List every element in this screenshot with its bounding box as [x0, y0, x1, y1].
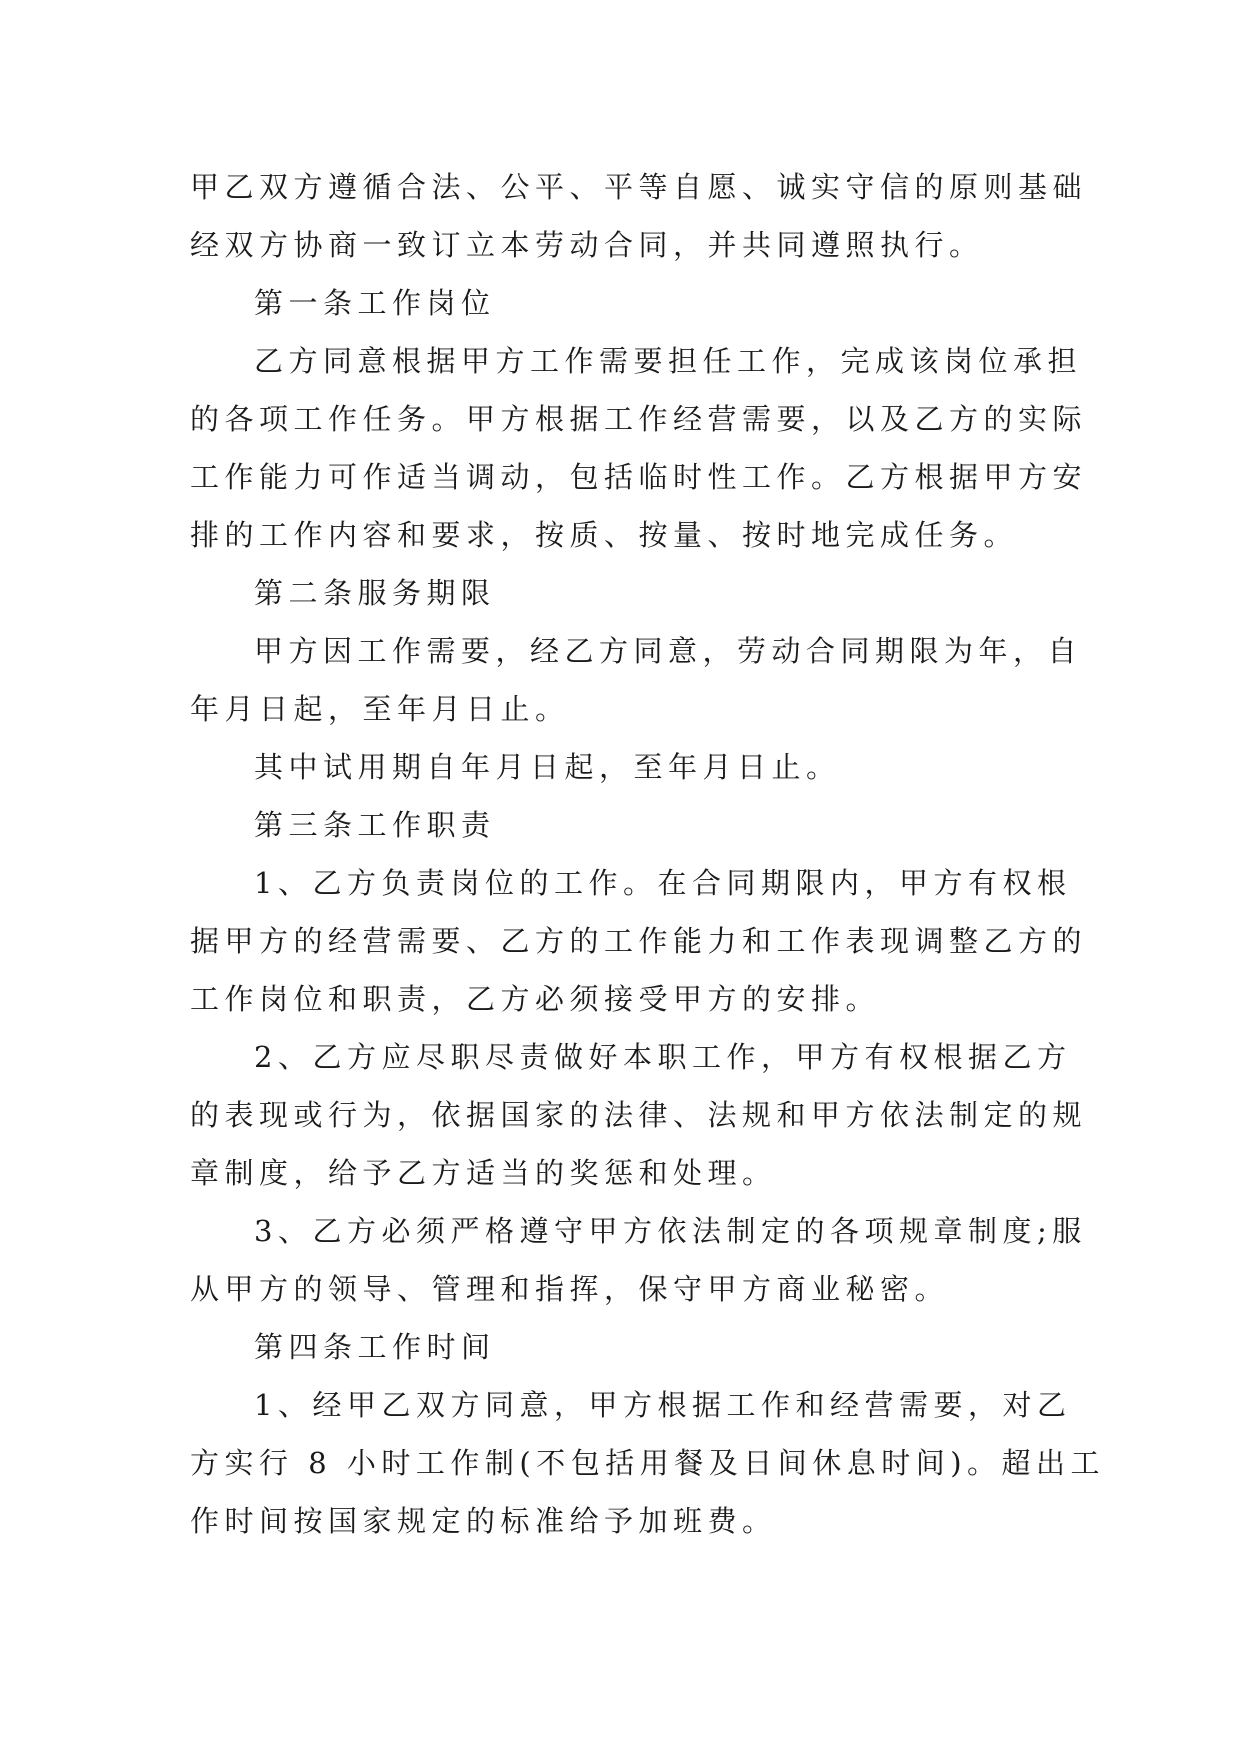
paragraph-article-3-item-1	[190, 854, 1088, 1028]
text-line: 章制度，给予乙方适当的奖惩和处理。	[190, 1156, 777, 1190]
text-line: 2、乙方应尽职尽责做好本职工作，甲方有权根据乙方	[254, 1040, 1072, 1074]
paragraph-article-1-title	[190, 274, 1062, 332]
paragraph-article-1-body	[190, 332, 1088, 564]
paragraph-article-4-item-1	[190, 1376, 1106, 1550]
text-line: 其中试用期自年月日起，至年月日止。	[254, 750, 841, 784]
text-line: 经双方协商一致订立本劳动合同，并共同遵照执行。	[190, 228, 984, 262]
text-line: 甲方因工作需要，经乙方同意，劳动合同期限为年，自	[254, 634, 1083, 668]
text-line: 乙方同意根据甲方工作需要担任工作，完成该岗位承担	[254, 344, 1083, 378]
paragraph-article-3-title	[190, 796, 1062, 854]
text-line: 3、乙方必须严格遵守甲方依法制定的各项规章制度;服	[254, 1214, 1087, 1248]
text-line: 据甲方的经营需要、乙方的工作能力和工作表现调整乙方的	[190, 924, 1088, 958]
paragraph-article-2-title	[190, 564, 1062, 622]
paragraph-article-3-item-3	[190, 1202, 1087, 1318]
text-line: 的表现或行为，依据国家的法律、法规和甲方依法制定的规	[190, 1098, 1088, 1132]
text-line: 甲乙双方遵循合法、公平、平等自愿、诚实守信的原则基础	[190, 170, 1088, 204]
text-line: 1、经甲乙双方同意，甲方根据工作和经营需要，对乙	[254, 1388, 1072, 1422]
text-line: 第二条服务期限	[254, 576, 496, 610]
text-line: 第三条工作职责	[254, 808, 496, 842]
text-line: 作时间按国家规定的标准给予加班费。	[190, 1504, 777, 1538]
text-line: 工作岗位和职责，乙方必须接受甲方的安排。	[190, 982, 881, 1016]
text-line: 年月日起，至年月日止。	[190, 692, 570, 726]
text-line: 方实行 8 小时工作制(不包括用餐及日间休息时间)。超出工	[190, 1446, 1106, 1480]
paragraph-article-3-item-2	[190, 1028, 1088, 1202]
text-line: 工作能力可作适当调动，包括临时性工作。乙方根据甲方安	[190, 460, 1088, 494]
document-body	[190, 158, 1106, 1550]
text-line: 1、乙方负责岗位的工作。在合同期限内，甲方有权根	[254, 866, 1072, 900]
text-line: 第一条工作岗位	[254, 286, 496, 320]
paragraph-article-4-title	[190, 1318, 1062, 1376]
text-line: 排的工作内容和要求，按质、按量、按时地完成任务。	[190, 518, 1019, 552]
text-line: 第四条工作时间	[254, 1330, 496, 1364]
paragraph-article-2-probation	[190, 738, 1062, 796]
text-line: 从甲方的领导、管理和指挥，保守甲方商业秘密。	[190, 1272, 950, 1306]
paragraph-intro	[190, 158, 1088, 274]
text-line: 的各项工作任务。甲方根据工作经营需要，以及乙方的实际	[190, 402, 1088, 436]
paragraph-article-2-body	[190, 622, 1083, 738]
